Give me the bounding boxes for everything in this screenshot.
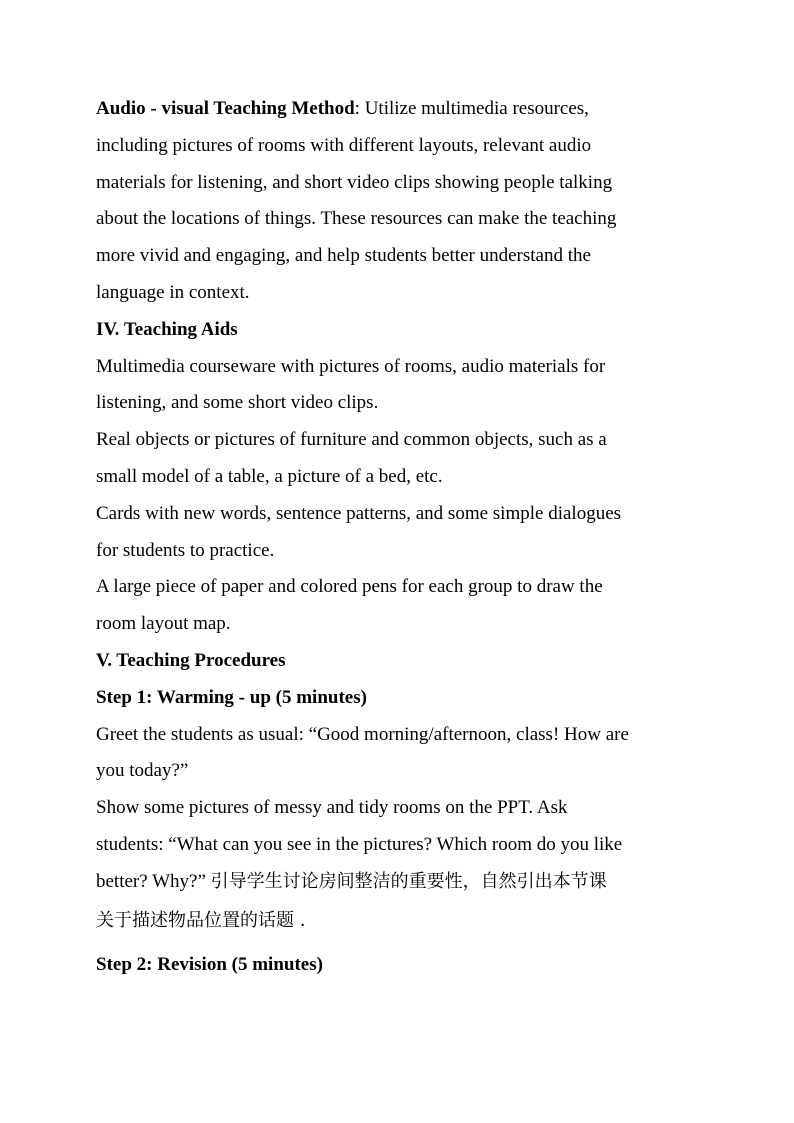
audio-visual-line-2: including pictures of rooms with different layouts, relevant audio xyxy=(96,134,592,156)
audio-visual-line-3: materials for listening, and short video clips showing people talking xyxy=(96,171,613,193)
step-1-heading: Step 1: Warming - up (5 minutes) xyxy=(96,686,367,708)
step-1-greet-line-2: you today?” xyxy=(96,760,189,782)
teaching-aid-item-1-line-1: Multimedia courseware with pictures of rooms, audio materials for xyxy=(96,355,606,377)
step-1-show-line-4: 关于描述物品位置的话题 . xyxy=(96,909,306,931)
audio-visual-line-1 xyxy=(96,91,706,128)
teaching-aids-heading: IV. Teaching Aids xyxy=(96,318,238,340)
teaching-procedures-heading: V. Teaching Procedures xyxy=(96,649,286,671)
audio-visual-line-4: about the locations of things. These resources can make the teaching xyxy=(96,208,617,230)
audio-visual-line-6: language in context. xyxy=(96,281,250,303)
teaching-aid-item-4-line-1: A large piece of paper and colored pens for each group to draw the xyxy=(96,576,603,598)
step-2-heading: Step 2: Revision (5 minutes) xyxy=(96,953,323,975)
teaching-aid-item-1-line-2: listening, and some short video clips. xyxy=(96,392,379,414)
teaching-aid-item-2-line-1: Real objects or pictures of furniture and common objects, such as a xyxy=(96,429,607,451)
audio-visual-line-5: more vivid and engaging, and help students better understand the xyxy=(96,245,591,267)
teaching-aid-item-4-line-2: room layout map. xyxy=(96,613,231,635)
step-1-show-line-2: students: “What can you see in the pictures? Which room do you like xyxy=(96,833,623,855)
step-1-greet-line-1: Greet the students as usual: “Good morning/afternoon, class! How are xyxy=(96,723,629,745)
step-1-show-line-3-english: better? Why?” xyxy=(96,870,211,892)
audio-visual-text: : Utilize multimedia resources, xyxy=(354,98,589,119)
document-page xyxy=(96,91,706,983)
step-1-show-line-1: Show some pictures of messy and tidy rooms on the PPT. Ask xyxy=(96,797,568,819)
teaching-aid-item-3-line-1: Cards with new words, sentence patterns, and some simple dialogues xyxy=(96,502,622,524)
step-1-show-line-3-chinese: 引导学生讨论房间整洁的重要性，自然引出本节课 xyxy=(210,870,607,892)
step-1-show-line-3 xyxy=(96,864,706,901)
audio-visual-heading: Audio - visual Teaching Method xyxy=(96,98,355,119)
teaching-aid-item-2-line-2: small model of a table, a picture of a bed, etc. xyxy=(96,465,443,487)
teaching-aid-item-3-line-2: for students to practice. xyxy=(96,539,275,561)
